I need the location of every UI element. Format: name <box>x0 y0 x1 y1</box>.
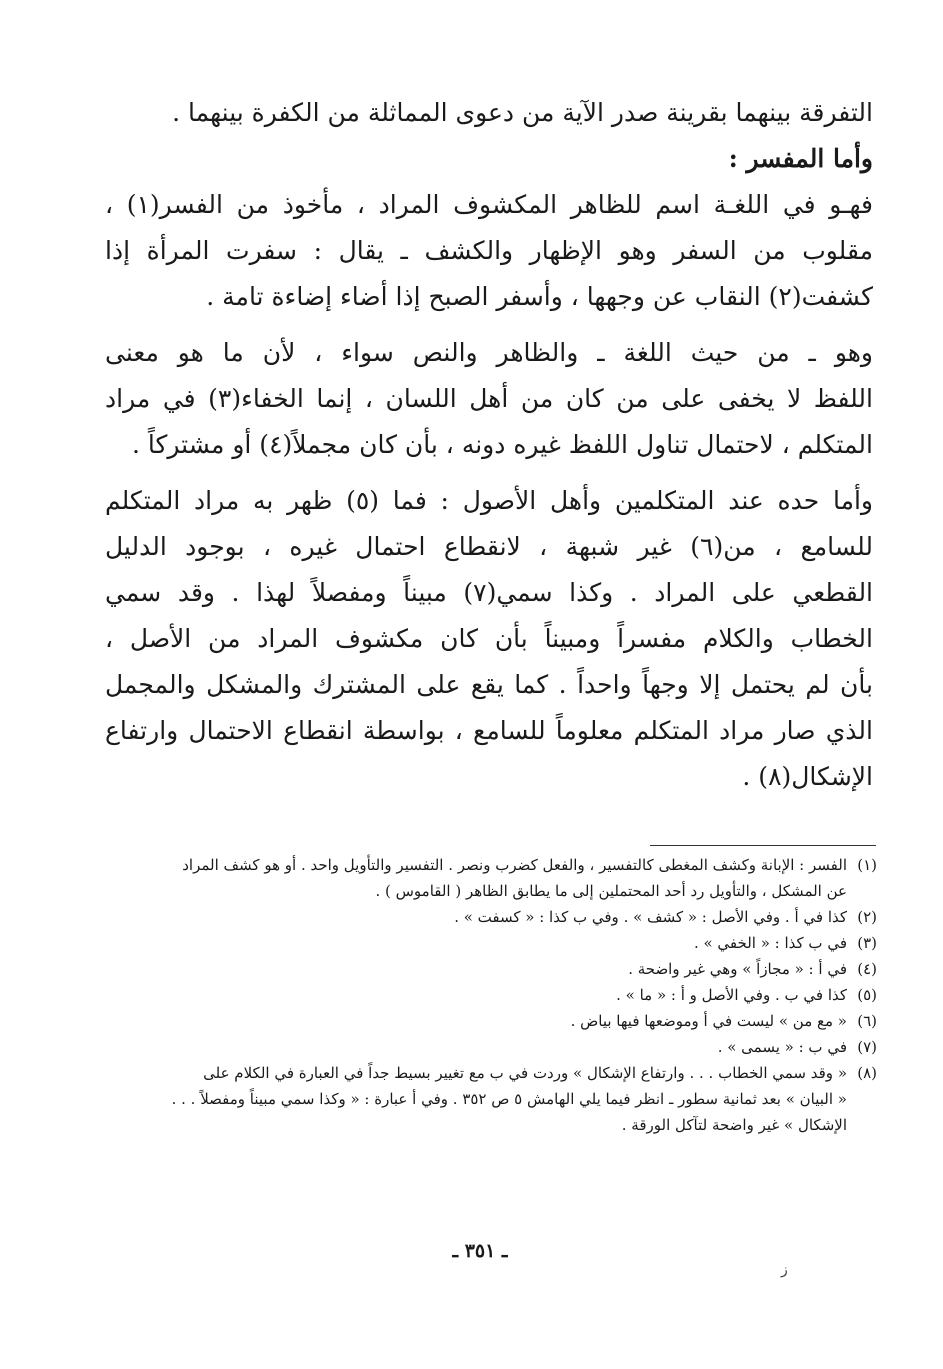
footnote <box>105 956 877 982</box>
footnote-line: الإشكال » غير واضحة لتآكل الورقة . <box>621 1116 847 1134</box>
paragraph <box>105 478 873 800</box>
footnote-line: كذا في ب . وفي الأصل و أ : « ما » . <box>616 986 847 1004</box>
text-line: وأما حده عند المتكلمين وأهل الأصول : فما (٥) ظهر به مراد المتكلم <box>105 486 873 515</box>
paragraph-gap <box>105 468 873 478</box>
text-line: الإشكال(٨) . <box>742 762 873 791</box>
footnote <box>105 852 877 904</box>
footnote-text <box>105 930 847 956</box>
footnote-text <box>105 956 847 982</box>
text-line: المتكلم ، لاحتمال تناول اللفظ غيره دونه ، بأن كان مجملاً(٤) أو مشتركاً . <box>131 430 873 459</box>
footnote-line: « البيان » بعد ثمانية سطور ـ انظر فيما يلي الهامش ٥ ص ٣٥٢ . وفي أ عبارة : « وكذا سمي مبيناً ومفصلاً . . . <box>171 1090 847 1108</box>
footnote-text <box>105 852 847 904</box>
footnote-number: (٤) <box>857 960 877 978</box>
footnotes <box>105 852 877 1138</box>
footnote-line: « وقد سمي الخطاب . . . وارتفاع الإشكال » وردت في ب مع تغيير بسيط جداً في العبارة في الكلام على <box>203 1064 847 1082</box>
footnote-line: في ب : « يسمى » . <box>717 1038 847 1056</box>
footnote-number: (٧) <box>857 1038 877 1056</box>
footnote <box>105 930 877 956</box>
footnote <box>105 1034 877 1060</box>
footnote <box>105 982 877 1008</box>
paragraph-gap <box>105 320 873 330</box>
footnote-text <box>105 1008 847 1034</box>
stray-mark: ﺯ <box>781 1262 788 1278</box>
paragraph <box>105 330 873 468</box>
text-line: وهو ـ من حيث اللغة ـ والظاهر والنص سواء ، لأن ما هو معنى <box>105 338 873 367</box>
footnote-number: (١) <box>857 856 877 874</box>
footnote <box>105 1008 877 1034</box>
footnote-text <box>105 982 847 1008</box>
paragraph <box>105 182 873 320</box>
footnote-line: كذا في أ . وفي الأصل : « كشف » . وفي ب كذا : « كسفت » . <box>454 908 847 926</box>
footnote-line: عن المشكل ، والتأويل رد أحد المحتملين إلى ما يطابق الظاهر ( القاموس ) . <box>375 882 847 900</box>
text-line: اللفظ لا يخفى على من كان من أهل اللسان ، إنما الخفاء(٣) في مراد <box>105 384 873 413</box>
text-line: بأن لم يحتمل إلا وجهاً واحداً . كما يقع على المشترك والمشكل والمجمل <box>105 670 873 699</box>
text-line: القطعي على المراد . وكذا سمي(٧) مبيناً ومفصلاً لهذا . وقد سمي <box>105 578 873 607</box>
footnote-number: (٦) <box>857 1012 877 1030</box>
footnote-text <box>105 1034 847 1060</box>
text-line: التفرقة بينهما بقرينة صدر الآية من دعوى المماثلة من الكفرة بينهما . <box>172 98 873 127</box>
text-line: الخطاب والكلام مفسراً ومبيناً بأن كان مكشوف المراد من الأصل ، <box>105 624 873 653</box>
page-number: ـ ٣٥١ ـ <box>452 1240 508 1262</box>
footnote-line: في ب كذا : « الخفي » . <box>693 934 847 952</box>
section-heading <box>105 136 873 182</box>
main-text <box>105 90 873 800</box>
footnote-number: (٣) <box>857 934 877 952</box>
text-line: كشفت(٢) النقاب عن وجهها ، وأسفر الصبح إذا أضاء إضاءة تامة . <box>206 282 873 311</box>
footnote <box>105 1060 877 1138</box>
footnote-number: (٢) <box>857 908 877 926</box>
text-line: فهـو في اللغـة اسم للظاهر المكشوف المراد ، مأخوذ من الفسر(١) ، <box>105 190 873 219</box>
text-line: للسامع ، من(٦) غير شبهة ، لانقطاع احتمال غيره ، بوجود الدليل <box>105 532 873 561</box>
footnote-number: (٥) <box>857 986 877 1004</box>
footnote-text <box>105 1060 847 1138</box>
text-line: وأما المفسر : <box>728 144 873 173</box>
footnote-separator <box>650 845 876 846</box>
paragraph <box>105 90 873 136</box>
footnote-line: « مع من » ليست في أ وموضعها فيها بياض . <box>570 1012 847 1030</box>
text-line: مقلوب من السفر وهو الإظهار والكشف ـ يقال : سفرت المرأة إذا <box>105 236 873 265</box>
footnote <box>105 904 877 930</box>
footnote-number: (٨) <box>857 1064 877 1082</box>
footnote-text <box>105 904 847 930</box>
text-line: الذي صار مراد المتكلم معلوماً للسامع ، بواسطة انقطاع الاحتمال وارتفاع <box>105 716 873 745</box>
footnote-line: الفسر : الإبانة وكشف المغطى كالتفسير ، والفعل كضرب ونصر . التفسير والتأويل واحد . أو هو كشف المراد <box>182 856 847 874</box>
footnote-line: في أ : « مجازاً » وهي غير واضحة . <box>628 960 847 978</box>
